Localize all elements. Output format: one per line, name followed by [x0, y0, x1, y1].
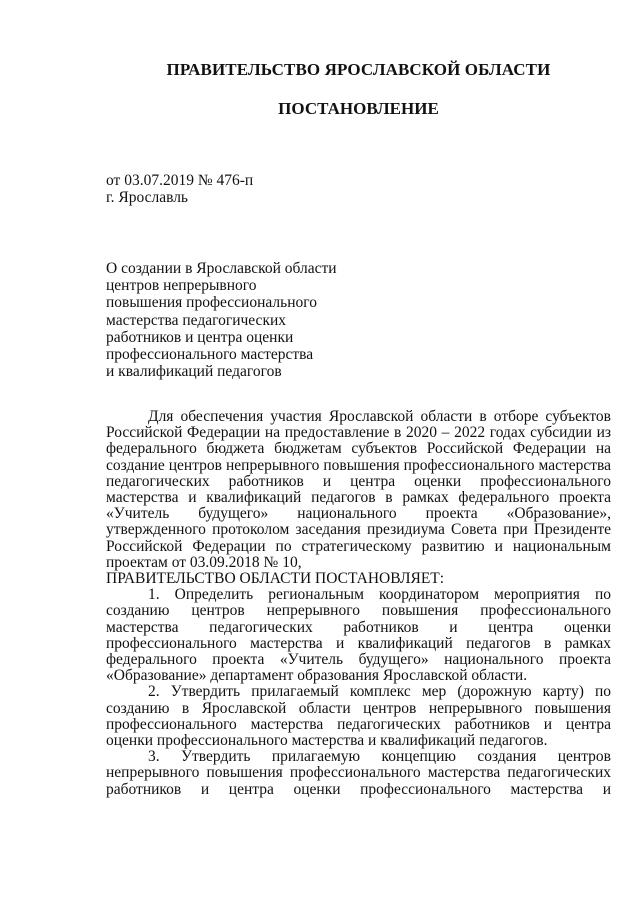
subject-line: центров непрерывного: [106, 277, 257, 295]
document-subject: [106, 260, 337, 380]
city: г. Ярославль: [106, 189, 188, 206]
subject-line: и квалификаций педагогов: [106, 363, 282, 381]
item-3-paragraph: 3. Утвердить прилагаемую концепцию создания центров непрерывного повышения профессионального мастерства педагогических работников и центра оценки профессионального мастерства и: [106, 748, 611, 798]
preamble-paragraph: Для обеспечения участия Ярославской области в отборе субъектов Российской Федерации на предоставление в 2020 – 2022 годах субсидии из федерального бюджета бюджетам субъектов Российской Федерации на создание центров непрерывного повышения профессионального мастерства педагогических работников и центра оценки профессионального мастерства и квалификаций педагогов в рамках федерального проекта «Учитель будущего» национального проекта «Образование», утвержденного протоколом заседания президиума Совета при Президенте Российской Федерации по стратегическому развитию и национальным проектам от 03.09.2018 № 10,: [106, 408, 611, 571]
document-meta: [106, 172, 253, 206]
subject-line: профессионального мастерства: [106, 346, 314, 364]
subject-line: О создании в Ярославской области: [106, 260, 337, 277]
item-2-paragraph: 2. Утвердить прилагаемый комплекс мер (дорожную карту) по созданию в Ярославской области центров непрерывного повышения профессионального мастерства педагогических работников и центра оценки профессионального мастерства и квалификаций педагогов.: [106, 683, 611, 750]
item-1-paragraph: 1. Определить региональным координатором мероприятия по созданию центров непрерывного повышения профессионального мастерства педагогических работников и центра оценки профессионального мастерства и квалификаций педагогов в рамках федерального проекта «Учитель будущего» национального проекта «Образование» департамент образования Ярославской области.: [106, 586, 611, 685]
subject-line: мастерства педагогических: [106, 311, 287, 329]
date-number: от 03.07.2019 № 476-п: [106, 172, 254, 189]
document-body: [106, 409, 611, 798]
decree-line: ПРАВИТЕЛЬСТВО ОБЛАСТИ ПОСТАНОВЛЯЕТ:: [106, 570, 445, 588]
document-type: ПОСТАНОВЛЕНИЕ: [278, 99, 439, 118]
subject-line: работников и центра оценки: [106, 328, 294, 346]
subject-line: повышения профессионального: [106, 294, 317, 312]
government-title: ПРАВИТЕЛЬСТВО ЯРОСЛАВСКОЙ ОБЛАСТИ: [166, 60, 551, 79]
